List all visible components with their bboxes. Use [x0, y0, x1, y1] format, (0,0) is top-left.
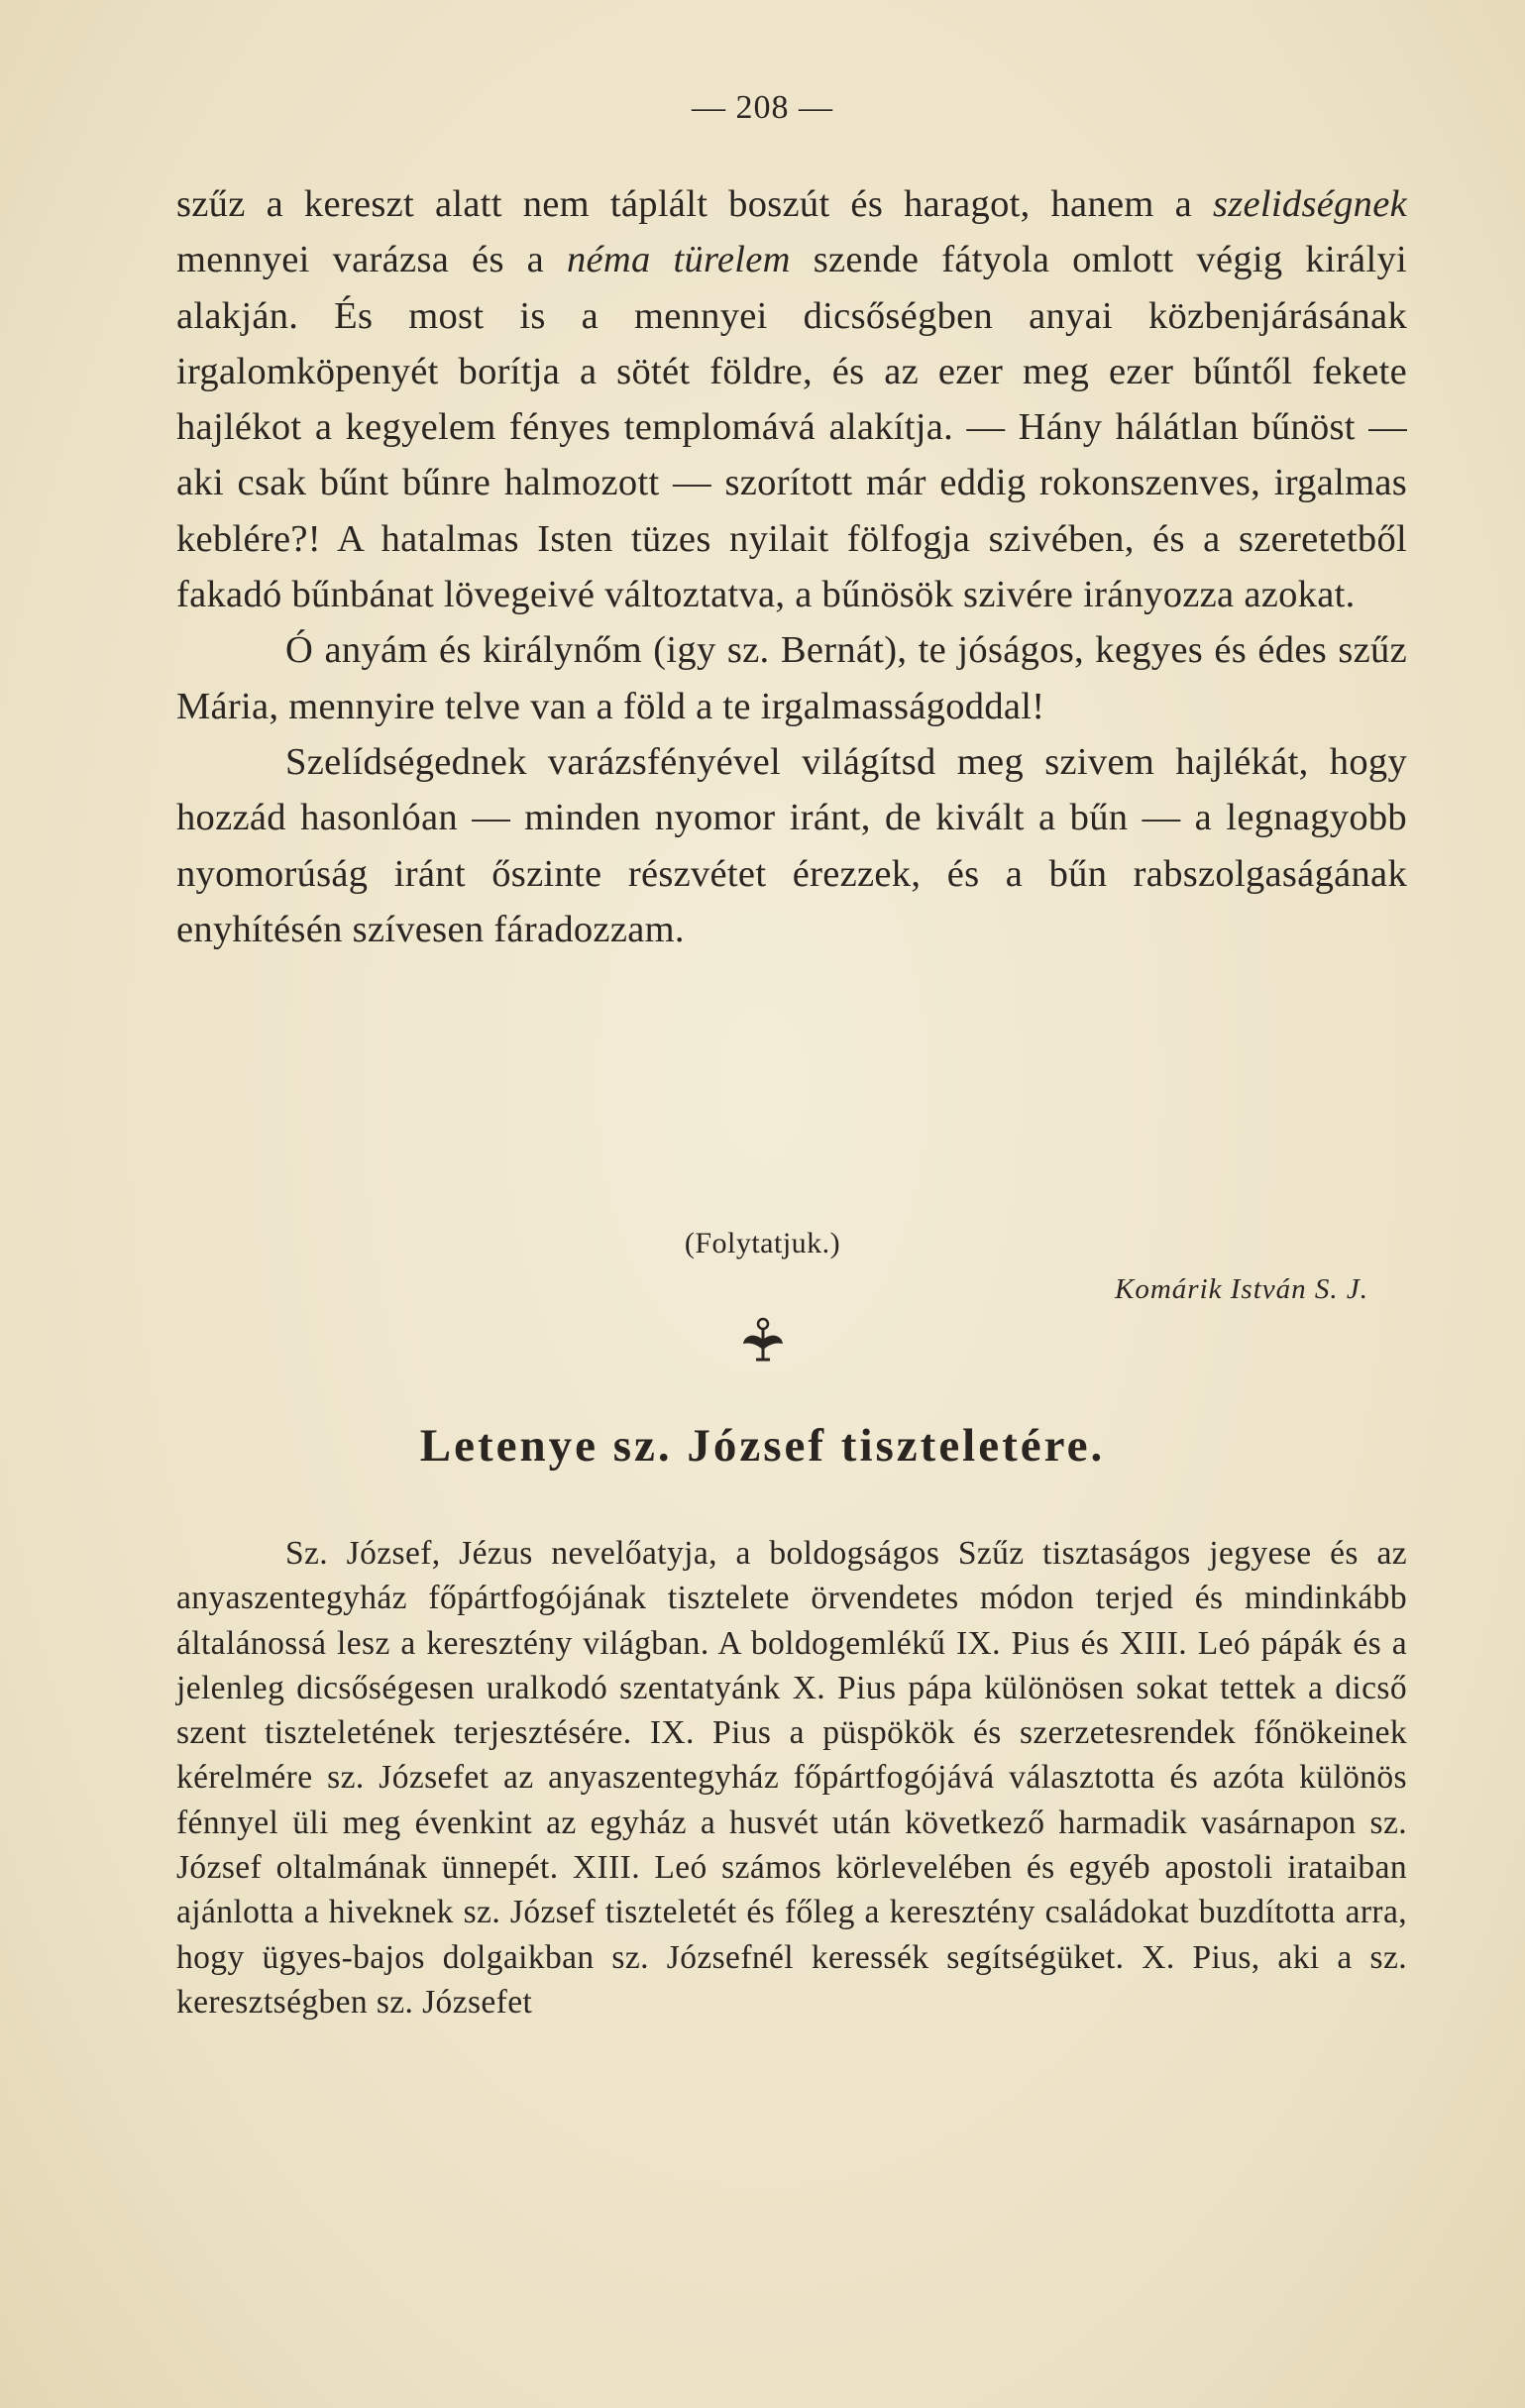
- fleuron-icon: [740, 1316, 786, 1366]
- paragraph: Ó anyám és királynőm (igy sz. Bernát), te jóságos, kegyes és édes szűz Mária, mennyire telve van a föld a te irgalmasságoddal!: [176, 629, 1407, 727]
- paragraph: Sz. József, Jézus nevelőatyja, a boldogságos Szűz tisztaságos jegyese és az anyaszentegyház főpártfogójának tisztelete örvendetes módon terjed és mindinkább általánossá lesz a keresztény világban. A boldogemlékű IX. Pius és XIII. Leó pápák és a jelenleg dicsőségesen uralkodó szentatyánk X. Pius pápa különösen sokat tettek a dicső szent tiszteletének terjesztésére. IX. Pius a püspökök és szerzetesrendek főnökeinek kérelmére sz. Józsefet az anyaszentegyház főpártfogójává választotta és azóta különös fénnyel üli meg évenkint az egyház a husvét után következő harmadik vasárnapon sz. József oltalmának ünnepét. XIII. Leó számos körlevelében és egyéb apostoli irataiban ajánlotta a hiveknek sz. József tiszteletét és főleg a keresztény családokat buzdította arra, hogy ügyes-bajos dolgaikban sz. Józsefnél keressék segítségüket. X. Pius, aki a sz. keresztségben sz. Józsefet: [176, 1535, 1407, 2021]
- italic-emphasis: néma türelem: [566, 239, 791, 281]
- author-signature: Komárik István S. J.: [1115, 1273, 1368, 1305]
- continued-note: (Folytatjuk.): [684, 1227, 841, 1259]
- paragraph: Szelídségednek varázsfényével világítsd meg szivem hajlékát, hogy hozzád hasonlóan — minden nyomor iránt, de kivált a bűn — a legnagyobb nyomorúság iránt őszinte részvétet érezzek, és a bűn rabszolgaságának enyhítésén szívesen fáradozzam.: [176, 740, 1407, 950]
- article-continuation: [176, 176, 1407, 957]
- paragraph: szűz a kereszt alatt nem táplált boszút és haragot, hanem a szelidségnek mennyei varázsa és a néma türelem szende fátyola omlott végig királyi alakján. És most is a mennyei dicsőségben anyai közbenjárásának irgalomköpenyét borítja a sötét földre, és az ezer meg ezer bűntől fekete hajlékot a kegyelem fényes templomává alakítja. — Hány hálátlan bűnöst — aki csak bűnt bűnre halmozott — szorított már eddig rokonszenves, irgalmas keblére?! A hatalmas Isten tüzes nyilait fölfogja szivében, és a szeretetből fakadó bűnbánat lövegeivé változtatva, a bűnösök szivére irányozza azokat.: [176, 183, 1407, 616]
- section-heading: Letenye sz. József tiszteletére.: [419, 1420, 1106, 1472]
- page-number: — 208 —: [692, 89, 833, 126]
- italic-emphasis: szelidségnek: [1212, 183, 1407, 225]
